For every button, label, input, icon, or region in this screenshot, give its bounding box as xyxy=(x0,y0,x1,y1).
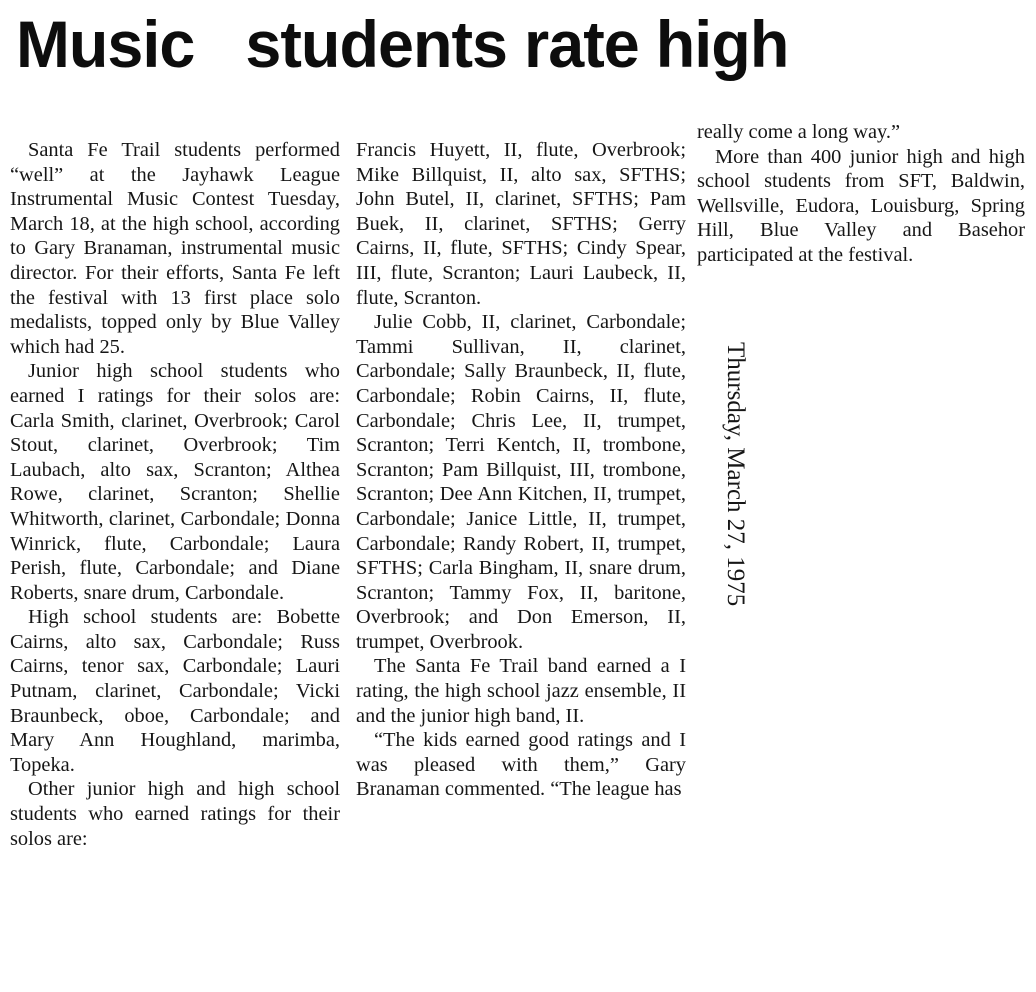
paragraph: Santa Fe Trail students performed “well” at the Jayhawk League Instrumental Music Contest Tuesday, March 18, at the high school, according to Gary Branaman, instrumental music director. For their efforts, Santa Fe left the festival with 13 first place solo medalists, topped only by Blue Valley which had 25. xyxy=(10,139,340,358)
paragraph: Julie Cobb, II, clarinet, Carbondale; Tammi Sullivan, II, clarinet, Carbondale; Sally Braunbeck, II, flute, Carbondale; Robin Cairns, II, flute, Carbondale; Chris Lee, II, trumpet, Scranton; Terri Kentch, II, trombone, Scranton; Pam Billquist, III, trombone, Scranton; Dee Ann Kitchen, II, trumpet, Carbondale; Janice Little, II, trumpet, Carbondale; Randy Robert, II, trumpet, SFTHS; Carla Bingham, II, snare drum, Scranton; Tammy Fox, II, baritone, Overbrook; and Don Emerson, II, trumpet, Overbrook. xyxy=(356,311,686,653)
paragraph: More than 400 junior high and high school students from SFT, Baldwin, Wellsville, Eudora, Louisburg, Spring Hill, Blue Valley and Basehor participated at the festival. xyxy=(697,145,1025,266)
paragraph: really come a long way.” xyxy=(697,121,901,143)
paragraph: High school students are: Bobette Cairns, alto sax, Carbondale; Russ Cairns, tenor sax, Carbondale; Lauri Putnam, clarinet, Carbondale; Vicki Braunbeck, oboe, Carbondale; and Mary Ann Houghland, marimba, Topeka. xyxy=(10,606,340,776)
headline: Music students rate high xyxy=(16,7,789,81)
paragraph: Francis Huyett, II, flute, Overbrook; Mike Billquist, II, alto sax, SFTHS; John Butel, II, clarinet, SFTHS; Pam Buek, II, clarinet, SFTHS; Gerry Cairns, II, flute, SFTHS; Cindy Spear, III, flute, Scranton; Lauri Laubeck, II, flute, Scranton. xyxy=(356,139,686,309)
paragraph: Junior high school students who earned I ratings for their solos are: Carla Smith, clarinet, Overbrook; Carol Stout, clarinet, Overbrook; Tim Laubach, alto sax, Scranton; Althea Rowe, clarinet, Scranton; Shellie Whitworth, clarinet, Carbondale; Donna Winrick, flute, Carbondale; Laura Perish, flute, Carbondale; and Diane Roberts, snare drum, Carbondale. xyxy=(10,360,340,604)
article-column-1 xyxy=(10,138,340,851)
paragraph: “The kids earned good ratings and I was pleased with them,” Gary Branaman commented. “The league has xyxy=(356,729,686,801)
dateline: Thursday, March 27, 1975 xyxy=(722,342,749,607)
paragraph: Other junior high and high school students who earned ratings for their solos are: xyxy=(10,778,340,850)
article-column-2 xyxy=(356,138,686,802)
article-column-3 xyxy=(697,120,1025,268)
paragraph: The Santa Fe Trail band earned a I rating, the high school jazz ensemble, II and the junior high band, II. xyxy=(356,655,686,727)
